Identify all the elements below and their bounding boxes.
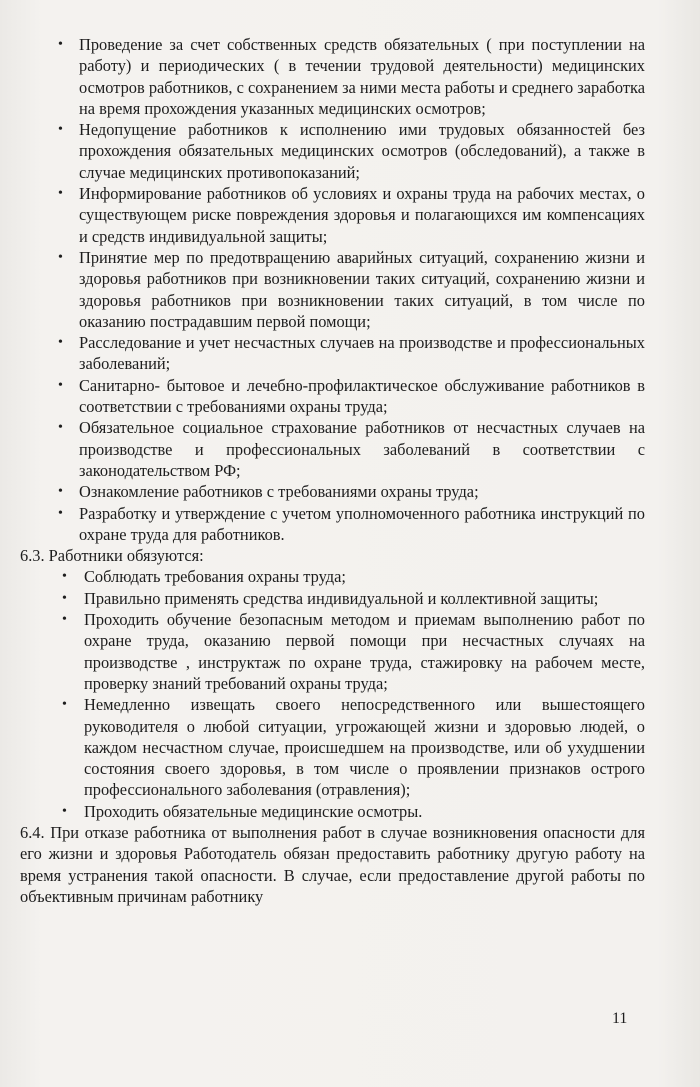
bullet-icon: • — [58, 484, 63, 500]
bullet-icon: • — [58, 37, 63, 52]
list-item: • Проходить обязательные медицинские осмотры. — [62, 801, 423, 821]
bullet-icon: • — [58, 420, 63, 436]
bullet-icon: • — [62, 697, 67, 713]
employer-obligations-list — [20, 34, 645, 545]
section-6-4-paragraph: 6.4. При отказе работника от выполнения работ в случае возникновения опасности для его жизни и здоровья Работодатель обязан предоставить работнику другую работу на время устранения такой опасности. В случае, если предоставление другой работы по объективным причинам работнику — [20, 822, 645, 906]
list-item: • Разработку и утверждение с учетом уполномоченного работника инструкций по охране труда для работников. — [58, 503, 645, 544]
bullet-icon: • — [58, 186, 63, 202]
list-item: • Обязательное социальное страхование работников от несчастных случаев на производстве и профессиональных заболеваний в соответствии с законодательством РФ; — [58, 418, 645, 480]
list-item: • Ознакомление работников с требованиями охраны труда; — [58, 482, 479, 502]
bullet-icon: • — [58, 377, 63, 393]
list-item: • Принятие мер по предотвращению аварийных ситуаций, сохранению жизни и здоровья работников при возникновении таких ситуаций, сохранению жизни и здоровья работников при возникновении таких ситуаций, в том числе по оказанию пострадавшим первой помощи; — [58, 247, 645, 331]
list-item: • Соблюдать требования охраны труда; — [62, 567, 346, 587]
bullet-icon: • — [58, 122, 63, 138]
page-content — [20, 34, 645, 907]
page-number: 11 — [612, 1010, 628, 1027]
worker-obligations-list — [20, 566, 645, 822]
list-item: • Санитарно- бытовое и лечебно-профилактическое обслуживание работников в соответствии с требованиями охраны труда; — [58, 375, 645, 417]
bullet-icon: • — [58, 335, 63, 351]
section-6-3-heading: 6.3. Работники обязуются: — [20, 546, 204, 566]
list-item: • Немедленно извещать своего непосредственного или вышестоящего руководителя о любой ситуации, угрожающей жизни и здоровью людей, о каждом несчастном случае, происшедшем на производстве, или об ухудшении состояния своего здоровья, в том числе о проявлении признаков острого профессионального заболевания (отравления); — [62, 695, 645, 800]
bullet-icon: • — [58, 249, 63, 265]
list-item: • Правильно применять средства индивидуальной и коллективной защиты; — [62, 588, 599, 608]
bullet-icon: • — [62, 569, 67, 585]
list-item: • Информирование работников об условиях и охраны труда на рабочих местах, о существующем риске повреждения здоровья и полагающихся им компенсациях и средств индивидуальной защиты; — [58, 184, 645, 246]
bullet-icon: • — [62, 612, 67, 628]
list-item: • Недопущение работников к исполнению ими трудовых обязанностей без прохождения обязательных медицинских осмотров (обследований), а также в случае медицинских противопоказаний; — [58, 120, 645, 182]
list-item: • Проведение за счет собственных средств обязательных ( при поступлении на работу) и периодических ( в течении трудовой деятельности) медицинских осмотров работников, с сохранением за ними места работы и среднего заработка на время прохождения указанных медицинских осмотров; — [58, 35, 645, 118]
list-item: • Расследование и учет несчастных случаев на производстве и профессиональных заболеваний; — [58, 333, 645, 374]
bullet-icon: • — [62, 803, 67, 819]
bullet-icon: • — [58, 505, 63, 521]
bullet-icon: • — [62, 590, 67, 606]
list-item: • Проходить обучение безопасным методом и приемам выполнению работ по охране труда, оказанию первой помощи при несчастных случаях на производстве , инструктаж по охране труда, стажировку на рабочем месте, проверку знаний требований охраны труда; — [62, 610, 645, 693]
